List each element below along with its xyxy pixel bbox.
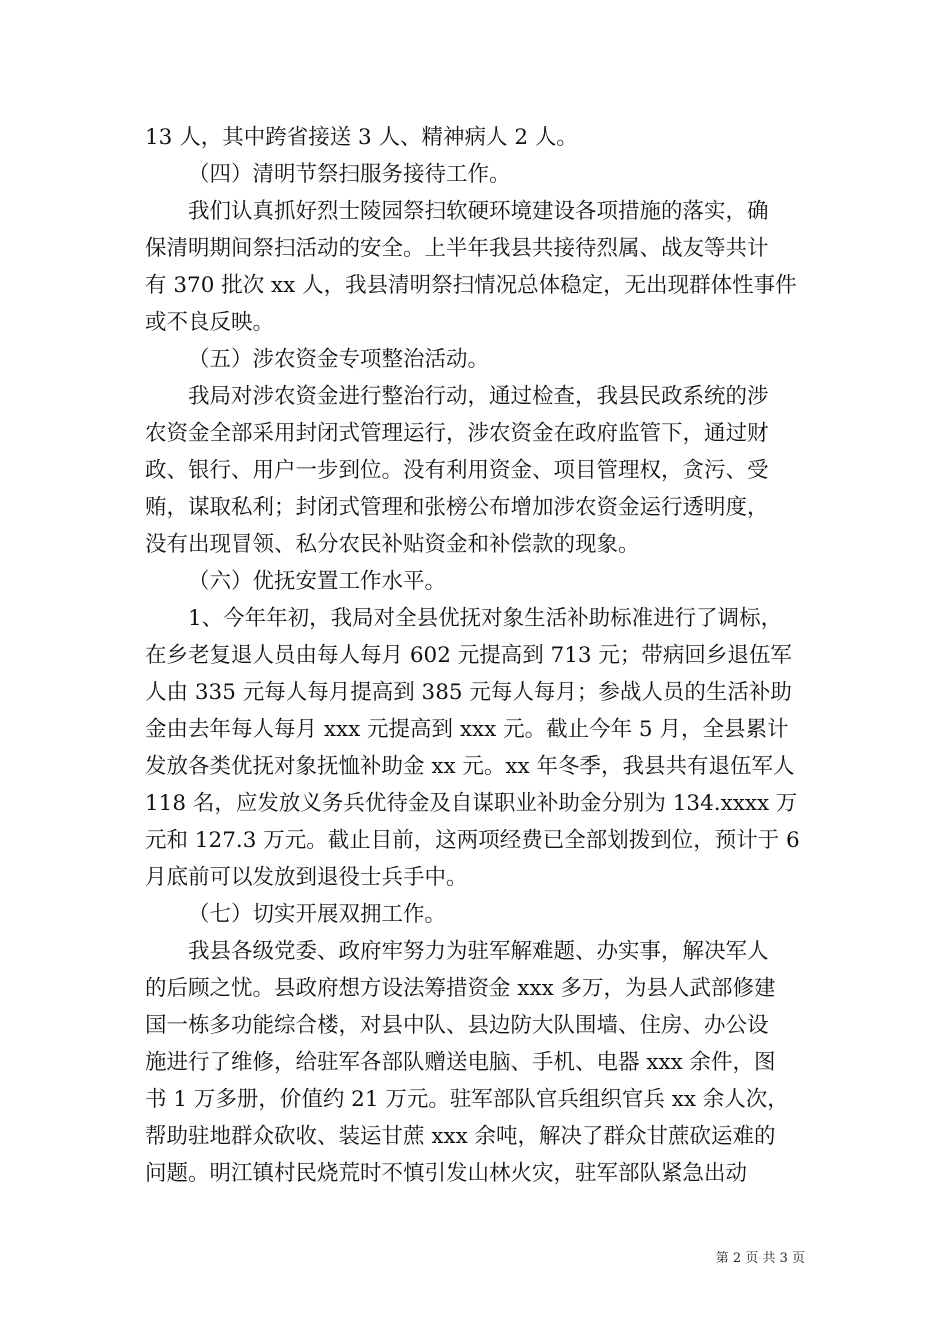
- section-heading: （七）切实开展双拥工作。: [188, 902, 447, 927]
- text-line: 或不良反映。: [145, 310, 275, 335]
- text-line: 帮助驻地群众砍收、装运甘蔗 xxx 余吨，解决了群众甘蔗砍运难的: [145, 1124, 776, 1149]
- text-line: 问题。明江镇村民烧荒时不慎引发山林火灾，驻军部队紧急出动: [145, 1161, 748, 1186]
- text-line: 保清明期间祭扫活动的安全。上半年我县共接待烈属、战友等共计: [145, 236, 769, 261]
- text-line: 贿，谋取私利；封闭式管理和张榜公布增加涉农资金运行透明度，: [145, 495, 769, 520]
- text-line: 有 370 批次 xx 人，我县清明祭扫情况总体稳定，无出现群体性事件: [145, 273, 797, 298]
- text-line: 118 名，应发放义务兵优待金及自谋职业补助金分别为 134.xxxx 万: [145, 791, 798, 816]
- text-line: 1、今年年初，我局对全县优抚对象生活补助标准进行了调标，: [188, 606, 783, 631]
- text-line: 金由去年每人每月 xxx 元提高到 xxx 元。截止今年 5 月，全县累计: [145, 717, 789, 742]
- page-number: 第 2 页 共 3 页: [715, 1251, 805, 1266]
- text-line: 元和 127.3 万元。截止目前，这两项经费已全部划拨到位，预计于 6: [145, 828, 800, 853]
- section-heading: （六）优抚安置工作水平。: [188, 569, 447, 594]
- text-line: 我县各级党委、政府牢努力为驻军解难题、办实事，解决军人: [188, 939, 769, 964]
- text-line: 在乡老复退人员由每人每月 602 元提高到 713 元；带病回乡退伍军: [145, 643, 792, 668]
- text-line: 书 1 万多册，价值约 21 万元。驻军部队官兵组织官兵 xx 余人次，: [145, 1087, 789, 1112]
- section-heading: （四）清明节祭扫服务接待工作。: [188, 162, 511, 187]
- text-line: 人由 335 元每人每月提高到 385 元每人每月；参战人员的生活补助: [145, 680, 792, 705]
- text-line: 没有出现冒领、私分农民补贴资金和补偿款的现象。: [145, 532, 640, 557]
- text-line: 政、银行、用户一步到位。没有利用资金、项目管理权，贪污、受: [145, 458, 769, 483]
- text-line: 发放各类优抚对象抚恤补助金 xx 元。xx 年冬季，我县共有退伍军人: [145, 754, 795, 779]
- text-line: 我们认真抓好烈士陵园祭扫软硬环境建设各项措施的落实，确: [188, 199, 769, 224]
- text-line: 施进行了维修，给驻军各部队赠送电脑、手机、电器 xxx 余件，图: [145, 1050, 776, 1075]
- text-line: 月底前可以发放到退役士兵手中。: [145, 865, 468, 890]
- text-line: 13 人，其中跨省接送 3 人、精神病人 2 人。: [145, 125, 578, 150]
- text-line: 我局对涉农资金进行整治行动，通过检查，我县民政系统的涉: [188, 384, 769, 409]
- text-line: 农资金全部采用封闭式管理运行，涉农资金在政府监管下，通过财: [145, 421, 769, 446]
- text-line: 国一栋多功能综合楼，对县中队、县边防大队围墙、住房、办公设: [145, 1013, 769, 1038]
- section-heading: （五）涉农资金专项整治活动。: [188, 347, 490, 372]
- text-line: 的后顾之忧。县政府想方设法筹措资金 xxx 多万，为县人武部修建: [145, 976, 776, 1001]
